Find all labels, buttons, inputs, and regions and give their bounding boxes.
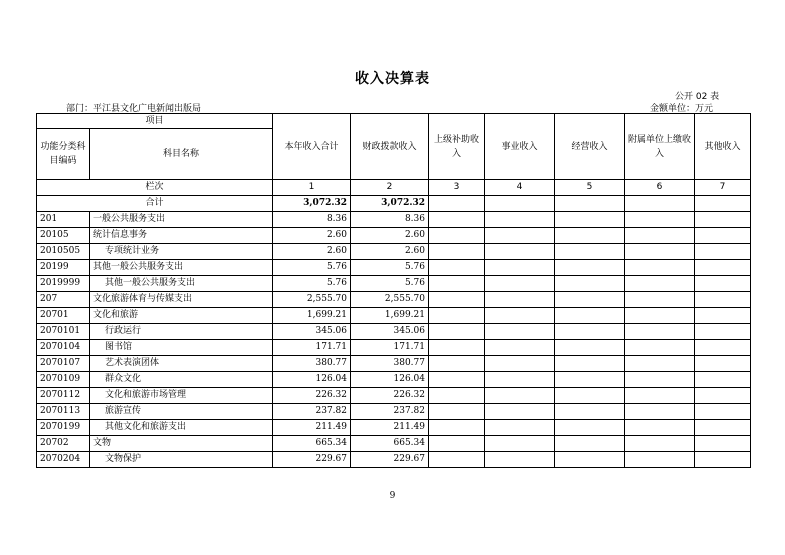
row-col-5 [555, 308, 625, 324]
row-name: 专项统计业务 [90, 244, 273, 260]
row-col-1: 2.60 [273, 228, 351, 244]
row-col-7 [695, 340, 751, 356]
row-col-1: 5.76 [273, 276, 351, 292]
row-col-2: 380.77 [351, 356, 429, 372]
row-name: 其他文化和旅游支出 [90, 420, 273, 436]
row-col-7 [695, 228, 751, 244]
row-col-1: 2,555.70 [273, 292, 351, 308]
row-code: 2070104 [37, 340, 90, 356]
row-col-6 [625, 452, 695, 468]
table-row [37, 244, 751, 260]
form-number: 公开 02 表 [675, 92, 720, 102]
row-col-3 [429, 292, 485, 308]
row-col-6 [625, 404, 695, 420]
row-col-7 [695, 420, 751, 436]
row-col-6 [625, 276, 695, 292]
row-name: 统计信息事务 [90, 228, 273, 244]
row-col-5 [555, 436, 625, 452]
row-col-1: 5.76 [273, 260, 351, 276]
row-col-5 [555, 372, 625, 388]
row-col-5 [555, 356, 625, 372]
total-col-5 [555, 196, 625, 212]
header-col-3: 上级补助收入 [429, 114, 485, 180]
row-code: 2070112 [37, 388, 90, 404]
row-col-5 [555, 420, 625, 436]
row-col-7 [695, 388, 751, 404]
total-col-3 [429, 196, 485, 212]
row-col-3 [429, 324, 485, 340]
row-name: 文化和旅游 [90, 308, 273, 324]
row-col-6 [625, 260, 695, 276]
row-col-4 [485, 356, 555, 372]
row-col-2: 2.60 [351, 228, 429, 244]
header-row-project [37, 114, 751, 129]
table-row [37, 420, 751, 436]
row-col-3 [429, 228, 485, 244]
table-row [37, 212, 751, 228]
row-col-3 [429, 420, 485, 436]
row-name: 行政运行 [90, 324, 273, 340]
row-col-2: 211.49 [351, 420, 429, 436]
row-col-6 [625, 228, 695, 244]
row-col-2: 345.06 [351, 324, 429, 340]
row-col-1: 237.82 [273, 404, 351, 420]
table-row [37, 388, 751, 404]
row-col-6 [625, 356, 695, 372]
row-col-4 [485, 228, 555, 244]
row-col-3 [429, 452, 485, 468]
row-col-7 [695, 308, 751, 324]
row-code: 20702 [37, 436, 90, 452]
row-col-2: 5.76 [351, 260, 429, 276]
table-row [37, 452, 751, 468]
row-col-4 [485, 388, 555, 404]
total-col-6 [625, 196, 695, 212]
row-code: 207 [37, 292, 90, 308]
col-index-row [37, 180, 751, 196]
total-label: 合计 [37, 196, 273, 212]
row-col-5 [555, 212, 625, 228]
header-col-7: 其他收入 [695, 114, 751, 180]
total-col-1: 3,072.32 [273, 196, 351, 212]
row-col-7 [695, 276, 751, 292]
col-index-1: 1 [273, 180, 351, 196]
row-code: 2070107 [37, 356, 90, 372]
total-col-4 [485, 196, 555, 212]
row-name: 其他一般公共服务支出 [90, 260, 273, 276]
table-row [37, 356, 751, 372]
row-col-3 [429, 276, 485, 292]
row-col-2: 1,699.21 [351, 308, 429, 324]
row-col-6 [625, 244, 695, 260]
row-col-2: 229.67 [351, 452, 429, 468]
row-col-4 [485, 420, 555, 436]
row-col-6 [625, 324, 695, 340]
row-name: 文化和旅游市场管理 [90, 388, 273, 404]
row-col-1: 229.67 [273, 452, 351, 468]
row-col-1: 380.77 [273, 356, 351, 372]
row-col-2: 665.34 [351, 436, 429, 452]
header-col-5: 经营收入 [555, 114, 625, 180]
row-col-7 [695, 372, 751, 388]
row-col-5 [555, 276, 625, 292]
row-col-1: 126.04 [273, 372, 351, 388]
row-col-5 [555, 244, 625, 260]
row-name: 其他一般公共服务支出 [90, 276, 273, 292]
row-code: 2019999 [37, 276, 90, 292]
table-row [37, 228, 751, 244]
unit-label: 金额单位：万元 [650, 104, 714, 114]
row-col-3 [429, 436, 485, 452]
row-col-7 [695, 260, 751, 276]
row-col-5 [555, 388, 625, 404]
table-row [37, 276, 751, 292]
income-table [36, 113, 751, 468]
row-code: 2070113 [37, 404, 90, 420]
row-col-3 [429, 340, 485, 356]
header-subject-name: 科目名称 [90, 129, 273, 180]
row-col-1: 226.32 [273, 388, 351, 404]
row-col-3 [429, 372, 485, 388]
row-col-4 [485, 244, 555, 260]
header-project: 项目 [37, 114, 273, 129]
table-row [37, 436, 751, 452]
col-index-2: 2 [351, 180, 429, 196]
row-col-2: 237.82 [351, 404, 429, 420]
row-col-4 [485, 324, 555, 340]
row-col-7 [695, 324, 751, 340]
row-col-4 [485, 372, 555, 388]
row-col-3 [429, 244, 485, 260]
row-col-4 [485, 452, 555, 468]
row-col-7 [695, 212, 751, 228]
row-col-1: 171.71 [273, 340, 351, 356]
row-col-7 [695, 244, 751, 260]
col-index-6: 6 [625, 180, 695, 196]
row-col-2: 5.76 [351, 276, 429, 292]
department-label: 部门：平江县文化广电新闻出版局 [66, 104, 202, 114]
row-col-5 [555, 404, 625, 420]
row-code: 2070204 [37, 452, 90, 468]
total-col-7 [695, 196, 751, 212]
row-col-4 [485, 276, 555, 292]
row-col-2: 226.32 [351, 388, 429, 404]
row-code: 20105 [37, 228, 90, 244]
row-col-6 [625, 420, 695, 436]
row-name: 文物 [90, 436, 273, 452]
header-func-code: 功能分类科目编码 [37, 129, 90, 180]
table-row [37, 260, 751, 276]
row-col-1: 345.06 [273, 324, 351, 340]
table-row [37, 340, 751, 356]
row-col-6 [625, 292, 695, 308]
col-index-5: 5 [555, 180, 625, 196]
col-index-label: 栏次 [37, 180, 273, 196]
total-col-2: 3,072.32 [351, 196, 429, 212]
row-col-6 [625, 372, 695, 388]
row-col-1: 1,699.21 [273, 308, 351, 324]
row-col-1: 211.49 [273, 420, 351, 436]
row-col-6 [625, 436, 695, 452]
row-code: 201 [37, 212, 90, 228]
table-row [37, 308, 751, 324]
row-col-5 [555, 340, 625, 356]
total-row [37, 196, 751, 212]
row-col-4 [485, 212, 555, 228]
row-code: 2070109 [37, 372, 90, 388]
row-col-3 [429, 388, 485, 404]
table-row [37, 404, 751, 420]
row-col-3 [429, 356, 485, 372]
row-col-3 [429, 308, 485, 324]
row-col-5 [555, 452, 625, 468]
header-col-4: 事业收入 [485, 114, 555, 180]
row-code: 2070199 [37, 420, 90, 436]
table-row [37, 324, 751, 340]
row-col-7 [695, 436, 751, 452]
row-col-6 [625, 308, 695, 324]
row-col-3 [429, 404, 485, 420]
row-name: 群众文化 [90, 372, 273, 388]
row-col-6 [625, 340, 695, 356]
page-number: 9 [389, 491, 396, 501]
table-row [37, 372, 751, 388]
row-col-2: 2.60 [351, 244, 429, 260]
row-col-5 [555, 292, 625, 308]
row-col-1: 2.60 [273, 244, 351, 260]
table-row [37, 292, 751, 308]
row-col-7 [695, 404, 751, 420]
row-name: 文化旅游体育与传媒支出 [90, 292, 273, 308]
row-col-4 [485, 404, 555, 420]
row-col-5 [555, 228, 625, 244]
row-col-2: 126.04 [351, 372, 429, 388]
row-col-7 [695, 452, 751, 468]
row-col-4 [485, 436, 555, 452]
header-col-2: 财政拨款收入 [351, 114, 429, 180]
col-index-3: 3 [429, 180, 485, 196]
header-col-6: 附属单位上缴收入 [625, 114, 695, 180]
row-name: 艺术表演团体 [90, 356, 273, 372]
row-col-7 [695, 292, 751, 308]
row-col-7 [695, 356, 751, 372]
row-code: 20701 [37, 308, 90, 324]
row-name: 旅游宣传 [90, 404, 273, 420]
row-col-6 [625, 388, 695, 404]
row-col-4 [485, 308, 555, 324]
row-col-5 [555, 260, 625, 276]
header-col-1: 本年收入合计 [273, 114, 351, 180]
row-code: 2010505 [37, 244, 90, 260]
row-col-3 [429, 212, 485, 228]
row-name: 文物保护 [90, 452, 273, 468]
row-col-2: 2,555.70 [351, 292, 429, 308]
row-col-6 [625, 212, 695, 228]
row-code: 2070101 [37, 324, 90, 340]
row-col-4 [485, 340, 555, 356]
row-col-4 [485, 260, 555, 276]
report-title: 收入决算表 [355, 71, 430, 87]
row-name: 图书馆 [90, 340, 273, 356]
row-col-4 [485, 292, 555, 308]
col-index-7: 7 [695, 180, 751, 196]
row-col-1: 665.34 [273, 436, 351, 452]
row-col-5 [555, 324, 625, 340]
row-name: 一般公共服务支出 [90, 212, 273, 228]
col-index-4: 4 [485, 180, 555, 196]
row-col-2: 171.71 [351, 340, 429, 356]
row-code: 20199 [37, 260, 90, 276]
row-col-3 [429, 260, 485, 276]
row-col-2: 8.36 [351, 212, 429, 228]
row-col-1: 8.36 [273, 212, 351, 228]
